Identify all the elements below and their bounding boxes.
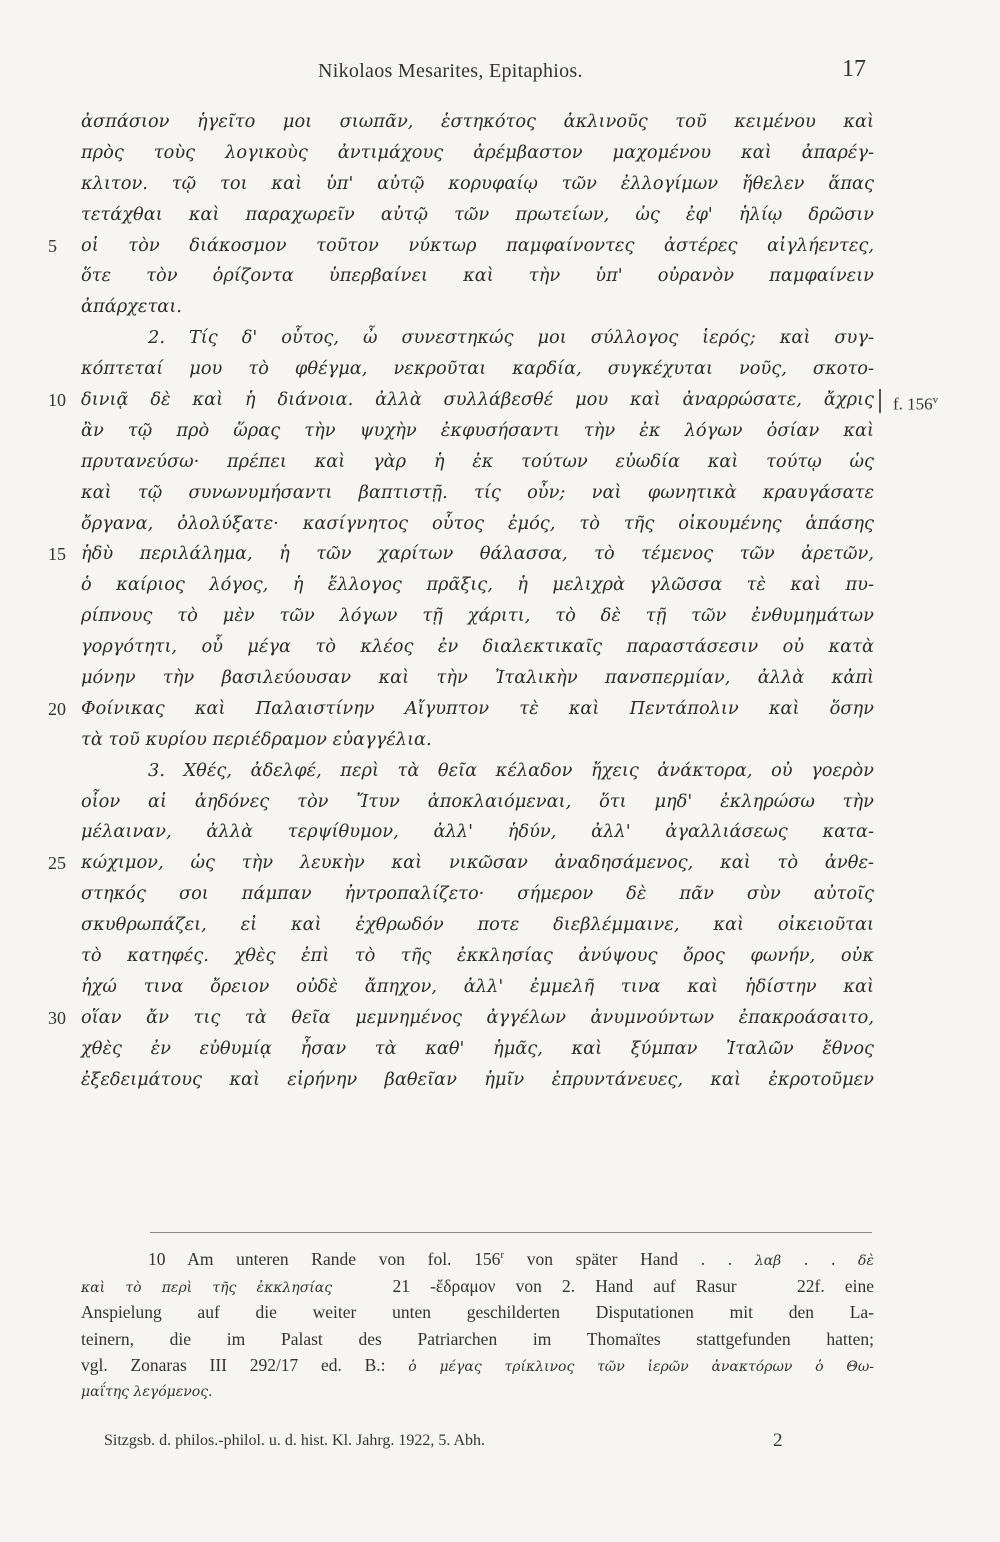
text-line [0,787,1000,818]
text-line [0,169,1000,200]
text-line [0,879,1000,910]
line-text: οἵαν ἄν τις τὰ θεῖα μεμνημένος ἀγγέλων ἀνυμνούντων ἐπακροάσαιτο, [81,1006,874,1028]
footnote-rule [150,1232,872,1233]
line-number: 15 [48,544,66,565]
line-text: δινιᾷ δὲ καὶ ἡ διάνοια. ἀλλὰ συλλάβεσθέ μου καὶ ἀναρρώσατε, ἄχρις [81,389,874,411]
line-number: 25 [48,853,66,874]
text-line [0,972,1000,1003]
greek-quote: λαβ [754,1253,782,1269]
line-text: κώχιμον, ὡς τὴν λευκὴν καὶ νικῶσαν ἀναδησάμενος, καὶ τὸ ἀνθε- [81,852,874,874]
text-line [0,848,1000,879]
line-text: καὶ τῷ συνωνυμήσαντι βαπτιστῇ. τίς οὖν; ναὶ φωνητικὰ κραυγάσατε [81,481,874,503]
page-number: 17 [842,56,866,82]
text-line [0,231,1000,262]
line-text: 3. Χθές, ἀδελφέ, περὶ τὰ θεῖα κέλαδον ἤχεις ἀνάκτορα, οὐ γοερὸν [148,759,874,781]
greek-text-body [0,107,1000,1096]
line-text: ὄργανα, ὀλολύξατε· κασίγνητος οὗτος ἐμός, τὸ τῆς οἰκουμένης ἁπάσης [81,512,874,534]
text-line [0,292,1000,323]
line-text: πρὸς τοὺς λογικοὺς ἀντιμάχους ἀρέμβαστον μαχομένου καὶ ἀπαρέγ- [81,141,874,163]
text-line [0,1065,1000,1096]
footnote-line [0,1326,1000,1353]
line-number: 20 [48,698,66,719]
text-line [0,323,1000,354]
footnote-text: 10 Am unteren Rande von fol. 156 [148,1249,501,1269]
line-text: τετάχθαι καὶ παραχωρεῖν αὐτῷ τῶν πρωτείων, ὡς ἐφ' ἡλίῳ δρῶσιν [81,203,874,225]
line-text: τὰ τοῦ κυρίου περιέδραμον εὐαγγέλια. [81,728,432,750]
line-text: Φοίνικας καὶ Παλαιστίνην Αἴγυπτον τὲ καὶ Πεντάπολιν καὶ ὅσην [81,697,874,719]
line-text: μέλαιναν, ἀλλὰ τερψίθυμον, ἀλλ' ἡδύν, ἀλλ' ἀγαλλιάσεως κατα- [81,821,874,843]
line-text: ὅτε τὸν ὁρίζοντα ὑπερβαίνει καὶ τὴν ὑπ' οὐρανὸν παμφαίνειν [81,265,874,287]
footnote-line [0,1352,1000,1379]
footnote-text: teinern, die im Palast des Patriarchen im Thomaïtes stattgefunden hatten; [81,1328,874,1349]
running-head [0,56,1000,86]
greek-quote: καὶ τὸ περὶ τῆς ἐκκλησίας [81,1279,333,1296]
line-text: ἀσπάσιον ἡγεῖτο μοι σιωπᾶν, ἑστηκότος ἀκλινοῦς τοῦ κειμένου καὶ [81,111,874,132]
text-line [0,632,1000,663]
line-number: 5 [48,235,57,256]
text-line [0,138,1000,169]
text-line [0,1003,1000,1034]
line-text: ὁ καίριος λόγος, ἡ ἔλλογος πρᾶξις, ἡ μελιχρὰ γλῶσσα τὲ καὶ πυ- [81,574,874,596]
text-line [0,663,1000,694]
text-line [0,447,1000,478]
folio-side: v [932,394,939,407]
text-line [0,570,1000,601]
text-line [0,509,1000,540]
series-signature: Sitzgsb. d. philos.-philol. u. d. hist. Kl. Jahrg. 1922, 5. Abh. [104,1432,486,1449]
text-line [0,910,1000,941]
text-line [0,539,1000,570]
line-text: ἀπάρχεται. [81,296,182,318]
line-text: πρυτανεύσω· πρέπει καὶ γὰρ ἡ ἐκ τούτων εὐωδία καὶ τούτῳ ὡς [81,450,874,472]
text-line [0,694,1000,725]
line-number: 30 [48,1007,66,1028]
footnote-line [0,1299,1000,1326]
footnotes [0,1246,1000,1406]
greek-quote: μαΐτης λεγόμενος. [81,1383,213,1400]
text-line [0,478,1000,509]
line-text: τὸ κατηφές. χθὲς ἐπὶ τὸ τῆς ἐκκλησίας ἀνύψους ὄρος φωνήν, οὐκ [81,945,874,967]
greek-quote: δὲ [858,1253,874,1269]
line-text: οἱ τὸν διάκοσμον τοῦτον νύκτωρ παμφαίνοντες ἀστέρες αἰγλήεντες, [81,234,874,256]
line-text: γοργότητι, οὗ μέγα τὸ κλέος ἐν διαλεκτικαῖς παραστάσεσιν οὐ κατὰ [81,636,874,658]
text-line [0,941,1000,972]
line-text: στηκός σοι πάμπαν ἠντροπαλίζετο· σήμερον δὲ πᾶν σὺν αὐτοῖς [81,883,874,905]
text-line [0,107,1000,138]
line-text: οἷον αἱ ἀηδόνες τὸν Ἴτυν ἀποκλαιόμεναι, ὅτι μηδ' ἐκληρώσω τὴν [81,790,874,812]
line-text: μόνην τὴν βασιλεύουσαν καὶ τὴν Ἰταλικὴν πανσπερμίαν, ἀλλὰ κἀπὶ [81,667,874,689]
footnote-text: von später Hand . . [504,1249,755,1269]
line-text: ἠχώ τινα ὄρειον οὐδὲ ἄπηχον, ἀλλ' ἐμμελῆ τινα καὶ ἡδίστην καὶ [81,975,874,997]
text-line [0,817,1000,848]
text-line [0,261,1000,292]
footnote-line [0,1379,1000,1406]
line-text: ἐξεδειμάτους καὶ εἰρήνην βαθεῖαν ἡμῖν ἐπρυντάνευες, καὶ ἐκροτοῦμεν [81,1068,874,1090]
line-text: ρίπνους τὸ μὲν τῶν λόγων τῇ χάριτι, τὸ δὲ τῇ τῶν ἐνθυμημάτων [81,605,874,627]
running-head-title: Nikolaos Mesarites, Epitaphios. [318,60,583,82]
text-line [0,756,1000,787]
footnote-text: . . [781,1249,859,1269]
line-text: 2. Τίς δ' οὗτος, ὦ συνεστηκώς μοι σύλλογος ἱερός; καὶ συγ- [148,327,874,349]
line-number: 10 [48,390,66,411]
superscript: r [500,1249,505,1262]
text-line [0,1034,1000,1065]
text-line [0,354,1000,385]
line-text: σκυθρωπάζει, εἰ καὶ ἐχθρωδόν ποτε διεβλέμμαινε, καὶ οἰκειοῦται [81,914,874,936]
sheet-number: 2 [773,1430,783,1451]
folio-divider [879,389,881,413]
line-text: ἂν τῷ πρὸ ὥρας τὴν ψυχὴν ἐκφυσήσαντι τὴν ἐκ λόγων ὁσίαν καὶ [81,419,874,441]
text-line [0,725,1000,756]
text-line [0,601,1000,632]
signature-line [0,1432,1000,1462]
text-line [0,416,1000,447]
footnote-text: vgl. Zonaras III 292/17 ed. B.: [81,1355,409,1376]
line-text: χθὲς ἐν εὐθυμίᾳ ἦσαν τὰ καθ' ἡμᾶς, καὶ ξύμπαν Ἰταλῶν ἔθνος [81,1037,874,1059]
footnote-text: 21 -ἔδραμον von 2. Hand auf Rasur 22f. eine [332,1275,875,1296]
line-text: κόπτεταί μου τὸ φθέγμα, νεκροῦται καρδία, συγκέχυται νοῦς, σκοτο- [81,358,874,380]
footnote-line [0,1246,1000,1273]
line-text: κλιτον. τῷ τοι καὶ ὑπ' αὐτῷ κορυφαίῳ τῶν ἐλλογίμων ἤθελεν ἅπας [81,172,874,194]
greek-quote: ὁ μέγας τρίκλινος τῶν ἱερῶν ἀνακτόρων ὁ Θω- [408,1359,874,1376]
footnote-text: Anspielung auf die weiter unten geschilderten Disputationen mit den La- [81,1302,874,1323]
footnote-line [0,1273,1000,1300]
text-line [0,385,1000,416]
folio-label: f. 156 [893,394,933,414]
line-text: ἡδὺ περιλάλημα, ἡ τῶν χαρίτων θάλασσα, τὸ τέμενος τῶν ἀρετῶν, [81,543,874,565]
text-line [0,200,1000,231]
